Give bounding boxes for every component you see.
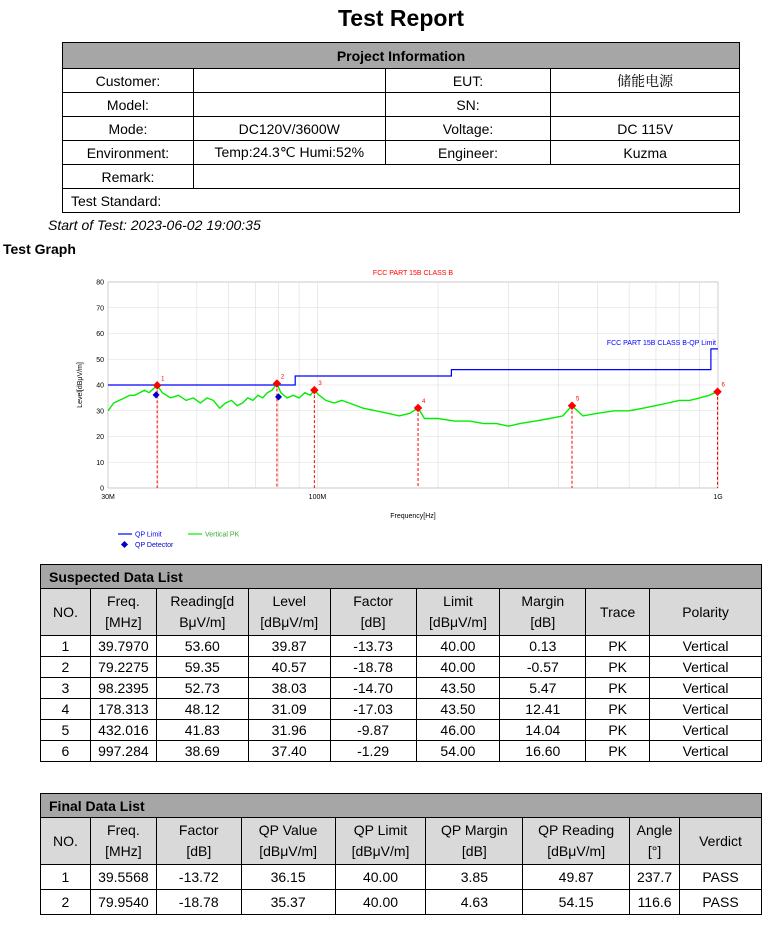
suspected-cell: -13.73 [330,636,416,657]
final-cell: 36.15 [241,865,335,890]
final-col-header: QP Margin [dB] [426,818,523,865]
final-cell: 237.7 [630,865,680,890]
remark-label: Remark: [63,165,194,189]
test-standard: Test Standard: [63,189,740,213]
suspected-cell: 0.13 [500,636,586,657]
peak-label: 2 [280,374,285,381]
limit-label: FCC PART 15B CLASS B-QP Limit [606,339,716,347]
y-tick-label: 40 [96,382,104,390]
final-col-header: QP Value [dBμV/m] [241,818,335,865]
suspected-cell: 79.2275 [90,657,156,678]
suspected-cell: 178.313 [90,699,156,720]
suspected-cell: 40.00 [416,636,500,657]
y-tick-label: 30 [96,408,104,416]
suspected-cell: Vertical [650,699,762,720]
suspected-data-title: Suspected Data List [41,565,762,589]
suspected-cell: 2 [41,657,91,678]
suspected-cell: 432.016 [90,720,156,741]
report-title: Test Report [337,5,465,31]
suspected-cell: 98.2395 [90,678,156,699]
suspected-col-header: Reading[d BμV/m] [156,589,248,636]
suspected-cell: 5.47 [500,678,586,699]
y-tick-label: 20 [96,434,104,441]
suspected-cell: 37.40 [248,741,330,762]
final-cell: -18.78 [156,890,241,915]
customer-value [193,69,385,93]
y-tick-label: 0 [100,485,104,493]
suspected-cell: 3 [41,678,91,699]
suspected-cell: 53.60 [156,636,248,657]
suspected-cell: 5 [41,720,91,741]
peak-label: 6 [721,382,725,389]
suspected-row [41,741,762,762]
suspected-col-header: Margin [dB] [500,589,586,636]
final-cell: 3.85 [426,865,523,890]
final-col-header: NO. [41,818,91,865]
x-axis-label: Frequency[Hz] [390,513,436,520]
suspected-col-header: Freq. [MHz] [90,589,156,636]
y-tick-label: 60 [96,331,104,338]
suspected-col-header: NO. [41,589,91,636]
y-tick-label: 10 [96,459,104,467]
suspected-cell: 39.87 [248,636,330,657]
suspected-cell: 6 [41,741,91,762]
suspected-cell: 38.03 [248,678,330,699]
suspected-cell: PK [586,720,650,741]
suspected-cell: -18.78 [330,657,416,678]
suspected-cell: -17.03 [330,699,416,720]
suspected-cell: 41.83 [156,720,248,741]
suspected-col-header: Level [dBμV/m] [248,589,330,636]
final-cell: 2 [41,890,91,915]
suspected-cell: 16.60 [500,741,586,762]
suspected-col-header: Trace [586,589,650,636]
final-col-header: Freq. [MHz] [90,818,156,865]
suspected-cell: 12.41 [500,699,586,720]
model-value [193,93,385,117]
suspected-row [41,636,762,657]
start-of-test: Start of Test: 2023-06-02 19:00:35 [48,217,261,233]
suspected-cell: 40.00 [416,657,500,678]
emission-chart [70,262,730,562]
final-col-header: Factor [dB] [156,818,241,865]
suspected-cell: 38.69 [156,741,248,762]
legend-qp-limit-label: QP Limit [135,531,162,539]
final-row [41,890,762,915]
final-cell: PASS [680,865,762,890]
remark-value [193,165,739,189]
suspected-row [41,720,762,741]
environment-value: Temp:24.3℃ Humi:52% [193,141,385,165]
final-col-header: Angle [°] [630,818,680,865]
final-cell: 39.5568 [90,865,156,890]
y-tick-label: 50 [96,356,104,364]
suspected-col-header: Factor [dB] [330,589,416,636]
suspected-cell: 31.96 [248,720,330,741]
peak-label: 3 [318,381,322,388]
legend-vertical-pk-label: Vertical PK [205,531,240,539]
final-col-header: QP Reading [dBμV/m] [523,818,630,865]
suspected-cell: PK [586,657,650,678]
suspected-cell: 31.09 [248,699,330,720]
suspected-cell: Vertical [650,678,762,699]
final-cell: -13.72 [156,865,241,890]
suspected-cell: 40.57 [248,657,330,678]
legend-qp-detector-label: QP Detector [135,542,174,549]
final-cell: 40.00 [335,890,426,915]
customer-label: Customer: [63,69,194,93]
suspected-cell: -0.57 [500,657,586,678]
sn-value [551,93,740,117]
suspected-cell: 46.00 [416,720,500,741]
suspected-cell: 39.7970 [90,636,156,657]
peak-label: 1 [161,376,165,383]
chart-title: FCC PART 15B CLASS B [372,270,454,277]
model-label: Model: [63,93,194,117]
suspected-cell: 1 [41,636,91,657]
final-col-header: Verdict [680,818,762,865]
final-cell: PASS [680,890,762,915]
mode-value: DC120V/3600W [193,117,385,141]
voltage-value: DC 115V [551,117,740,141]
suspected-cell: 48.12 [156,699,248,720]
project-information-table [62,42,740,213]
y-axis-label: Level[dBμV/m] [77,362,84,408]
suspected-cell: PK [586,741,650,762]
suspected-data-table [40,564,762,762]
x-tick-label: 100M [308,494,327,501]
suspected-cell: 14.04 [500,720,586,741]
suspected-cell: 43.50 [416,678,500,699]
suspected-cell: -9.87 [330,720,416,741]
peak-label: 4 [422,398,426,405]
suspected-cell: PK [586,678,650,699]
suspected-cell: -14.70 [330,678,416,699]
final-cell: 4.63 [426,890,523,915]
project-info-header: Project Information [63,43,740,69]
suspected-cell: 997.284 [90,741,156,762]
voltage-label: Voltage: [385,117,551,141]
eut-label: EUT: [385,69,551,93]
y-tick-label: 70 [96,305,104,313]
final-row [41,865,762,890]
final-cell: 54.15 [523,890,630,915]
peak-label: 5 [575,396,580,403]
suspected-cell: Vertical [650,720,762,741]
final-col-header: QP Limit [dBμV/m] [335,818,426,865]
eut-value: 储能电源 [551,69,740,93]
mode-label: Mode: [63,117,194,141]
suspected-row [41,699,762,720]
suspected-cell: -1.29 [330,741,416,762]
x-tick-label: 1G [713,494,723,501]
y-tick-label: 80 [96,279,104,287]
suspected-col-header: Polarity [650,589,762,636]
suspected-cell: Vertical [650,636,762,657]
suspected-row [41,678,762,699]
suspected-cell: 54.00 [416,741,500,762]
engineer-value: Kuzma [551,141,740,165]
final-cell: 40.00 [335,865,426,890]
final-cell: 1 [41,865,91,890]
final-data-table [40,793,762,915]
final-cell: 116.6 [630,890,680,915]
suspected-cell: Vertical [650,741,762,762]
final-cell: 49.87 [523,865,630,890]
suspected-cell: 59.35 [156,657,248,678]
final-cell: 35.37 [241,890,335,915]
suspected-cell: 4 [41,699,91,720]
x-tick-label: 30M [101,494,115,501]
test-graph-heading: Test Graph [3,241,76,257]
engineer-label: Engineer: [385,141,551,165]
suspected-cell: PK [586,636,650,657]
legend-qp-detector-swatch [121,541,128,548]
final-cell: 79.9540 [90,890,156,915]
suspected-cell: Vertical [650,657,762,678]
suspected-cell: PK [586,699,650,720]
sn-label: SN: [385,93,551,117]
environment-label: Environment: [63,141,194,165]
suspected-row [41,657,762,678]
final-data-title: Final Data List [41,794,762,818]
suspected-col-header: Limit [dBμV/m] [416,589,500,636]
suspected-cell: 52.73 [156,678,248,699]
suspected-cell: 43.50 [416,699,500,720]
